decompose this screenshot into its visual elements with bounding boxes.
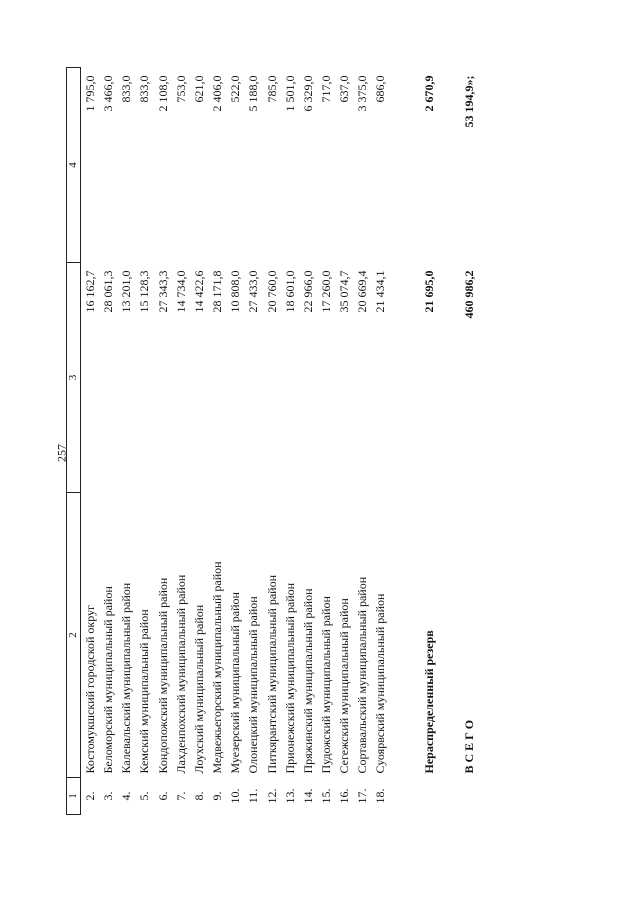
total-value-3: 460 986,2 [461,270,476,319]
row-name: Пряжинский муниципальный район [300,588,315,774]
row-name: Муезерский муниципальный район [228,592,243,774]
table-row [172,68,190,815]
table-row [135,68,153,815]
table-row [317,68,335,815]
table-row [371,68,389,815]
row-value-4: 717,0 [319,75,333,103]
row-number: 4. [119,791,134,801]
table-row [226,68,244,815]
row-number: 15. [319,788,333,804]
table-header [67,68,81,815]
row-name: Лахденпохский муниципальный район [173,574,188,774]
row-value-4: 686,0 [373,75,388,103]
row-number: 18. [373,788,388,804]
header-row [67,68,81,815]
row-value-4: 833,0 [119,75,134,103]
row-name: Костомукшский городской округ [82,605,97,774]
row-value-4: 753,0 [173,75,188,103]
row-value-4: 1 501,0 [282,75,297,112]
row-value-4: 621,0 [191,75,206,103]
row-value-4: 5 188,0 [246,75,261,112]
row-value-4: 3 375,0 [355,75,370,112]
table-row [99,68,117,815]
row-number: 10. [228,788,243,804]
row-value-3: 20 669,4 [355,270,370,313]
total-label: В С Е Г О [461,719,476,774]
total-row [460,68,478,815]
header-col-1: 1 [67,778,81,815]
row-value-3: 27 433,0 [246,270,261,313]
reserve-label: Нераспределенный резерв [421,630,436,774]
row-value-3: 28 061,3 [101,270,116,313]
page-number-text: 257 [54,444,69,462]
total-value-4: 53 194,9»; [461,75,476,128]
row-value-4: 6 329,0 [300,75,315,112]
row-name: Кондопожский муниципальный район [155,577,170,774]
table-row [263,68,281,815]
table-row [154,68,172,815]
row-name: Калевальский муниципальный район [119,582,134,774]
row-value-4: 2 406,0 [210,75,225,112]
row-number: 7. [173,791,188,801]
spacer-row [438,68,460,815]
spacer-cell [390,68,412,815]
row-value-4: 833,0 [137,75,152,103]
header-col-3: 3 [67,263,81,493]
row-name: Прионежский муниципальный район [282,582,297,774]
row-value-3: 28 171,8 [210,270,225,313]
row-value-3: 16 162,7 [82,270,97,313]
subsidy-table [66,67,478,815]
row-number: 9. [210,791,225,801]
row-name: Суоярвский муниципальный район [373,593,388,774]
reserve-value-4: 2 670,9 [421,75,436,112]
row-number: 12. [264,788,279,804]
row-value-3: 17 260,0 [319,270,333,313]
row-value-3: 14 734,0 [173,270,188,313]
spacer-row [390,68,412,815]
row-name: Беломорский муниципальный район [101,586,116,774]
row-number: 14. [300,788,315,804]
row-name: Пудожский муниципальный район [319,596,333,774]
header-col-2: 2 [67,493,81,778]
row-value-4: 1 795,0 [82,75,97,112]
row-number: 16. [337,788,352,804]
row-value-3: 27 343,3 [155,270,170,313]
table-row [299,68,317,815]
row-name: Питкярантский муниципальный район [264,575,279,774]
table-row [208,68,226,815]
table-container [66,68,478,815]
table-body [80,68,477,815]
table-row [117,68,135,815]
row-value-3: 13 201,0 [119,270,134,313]
row-number: 6. [155,791,170,801]
row-value-3: 10 808,0 [228,270,243,313]
reserve-number [412,778,438,815]
row-value-4: 2 108,0 [155,75,170,112]
row-value-3: 35 074,7 [337,270,352,313]
row-value-4: 522,0 [228,75,243,103]
row-value-3: 22 966,0 [300,270,315,313]
spacer-cell [438,68,460,815]
row-value-4: 785,0 [264,75,279,103]
row-value-3: 20 760,0 [264,270,279,313]
reserve-row [412,68,438,815]
row-name: Олонецкий муниципальный район [246,596,261,774]
total-number [460,778,478,815]
row-number: 5. [137,791,152,801]
row-value-3: 14 422,6 [191,270,206,313]
row-name: Сегежский муниципальный район [337,598,352,774]
row-number: 11. [246,788,261,804]
row-value-4: 637,0 [337,75,352,103]
row-name: Сортавальский муниципальный район [355,576,370,774]
reserve-value-3: 21 695,0 [421,270,436,313]
row-number: 3. [101,791,116,801]
row-name: Лоухский муниципальный район [191,604,206,774]
table-row [335,68,353,815]
row-name: Кемский муниципальный район [137,609,152,774]
row-number: 8. [191,791,206,801]
table-row [190,68,208,815]
row-number: 13. [282,788,297,804]
row-number: 17. [355,788,370,804]
row-value-3: 15 128,3 [137,270,152,313]
table-row [281,68,299,815]
row-value-3: 21 434,1 [373,270,388,313]
row-value-3: 18 601,0 [282,270,297,313]
table-row [80,68,99,815]
table-row [353,68,371,815]
row-name: Медвежьегорский муниципальный район [210,561,225,774]
row-number: 2. [82,791,97,801]
header-col-4: 4 [67,68,81,263]
table-row [244,68,262,815]
row-value-4: 3 466,0 [101,75,116,112]
